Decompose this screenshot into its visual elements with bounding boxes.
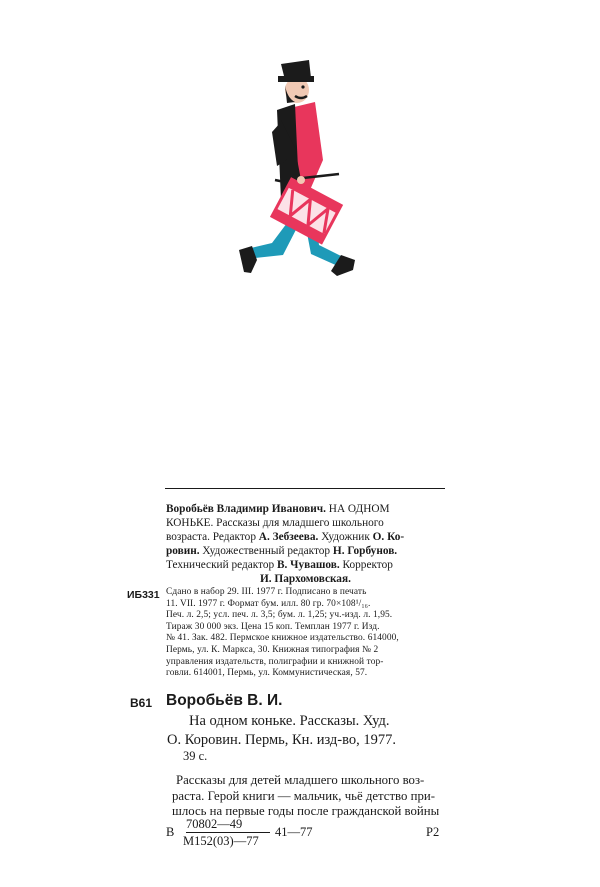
ib-code: ИБ331	[127, 589, 160, 601]
tech-editor-label: Технический редактор	[166, 559, 275, 571]
author-full-name: Воробьёв Владимир Иванович.	[166, 503, 326, 515]
page-count: 39 с.	[183, 749, 208, 763]
book-title-part1: НА ОДНОМ	[328, 503, 390, 515]
annotation-line: шлось на первые годы после гражданской войны	[172, 804, 440, 818]
tech-line: Пермь, ул. К. Маркса, 30. Книжная типография № 2	[166, 644, 379, 655]
index-letter-right: Р2	[426, 825, 440, 839]
book-title-part2: КОНЬКЕ.	[166, 517, 214, 529]
tech-line: № 41. Зак. 482. Пермское книжное издательство. 614000,	[166, 633, 399, 644]
art-editor-name: Н. Горбунов.	[332, 545, 398, 557]
genre-text: Рассказы для младшего школьного	[216, 517, 384, 529]
tech-line: говли. 614001, Пермь, ул. Коммунистическая, 57.	[166, 668, 368, 679]
imprint-line-6	[166, 572, 448, 586]
imprint-line-3	[166, 530, 448, 544]
art-editor-label: Художественный редактор	[202, 545, 331, 557]
corrector-label: Корректор	[342, 559, 393, 571]
tech-line: Сдано в набор 29. III. 1977 г. Подписано в печать	[166, 587, 367, 597]
imprint-block	[166, 502, 448, 586]
imprint-line-1	[166, 502, 448, 516]
bbk-code: В61	[130, 696, 153, 710]
index-letter-left: В	[166, 825, 175, 839]
tech-line: управления издательств, полиграфии и книжной тор-	[166, 656, 384, 667]
catalog-author: Воробьёв В. И.	[166, 692, 283, 709]
illustrator-name-part1: О. Ко-	[372, 531, 405, 543]
section-divider	[165, 488, 445, 489]
catalog-description	[167, 712, 445, 750]
index-denominator: М152(03)—77	[183, 834, 259, 848]
annotation-line: Рассказы для детей младшего школьного воз-	[176, 773, 425, 787]
corrector-name: И. Пархомовская.	[260, 573, 351, 585]
fraction-line	[186, 832, 270, 833]
index-numerator: 70802—49	[186, 817, 243, 831]
annotation-line: раста. Герой книги — мальчик, чьё детство при-	[172, 788, 435, 803]
illustrator-label: Художник	[321, 531, 370, 543]
tech-line: Печ. л. 2,5; усл. печ. л. 3,5; бум. л. 1,25; уч.-изд. л. 1,95.	[166, 610, 393, 621]
drummer-boy-image	[215, 40, 365, 285]
imprint-line-4	[166, 544, 448, 558]
tech-line: 11. VII. 1977 г. Формат бум. илл. 80 гр. 70×108¹/₁₆.	[166, 598, 371, 609]
annotation	[172, 773, 450, 820]
imprint-line-5	[166, 558, 448, 572]
drummer-illustration	[215, 40, 365, 285]
tech-line: Тираж 30 000 экз. Цена 15 коп. Темплан 1977 г. Изд.	[166, 621, 380, 632]
desc-line: О. Коровин. Пермь, Кн. изд-во, 1977.	[167, 732, 396, 748]
desc-line: На одном коньке. Рассказы. Худ.	[189, 713, 390, 729]
editor-name: А. Зебзеева.	[258, 531, 319, 543]
illustrator-name-part2: ровин.	[166, 545, 200, 557]
tech-editor-name: В. Чувашов.	[277, 559, 340, 571]
index-right: 41—77	[275, 825, 313, 839]
editor-label: возраста. Редактор	[166, 531, 256, 543]
imprint-line-2	[166, 516, 448, 530]
technical-details	[166, 587, 448, 680]
